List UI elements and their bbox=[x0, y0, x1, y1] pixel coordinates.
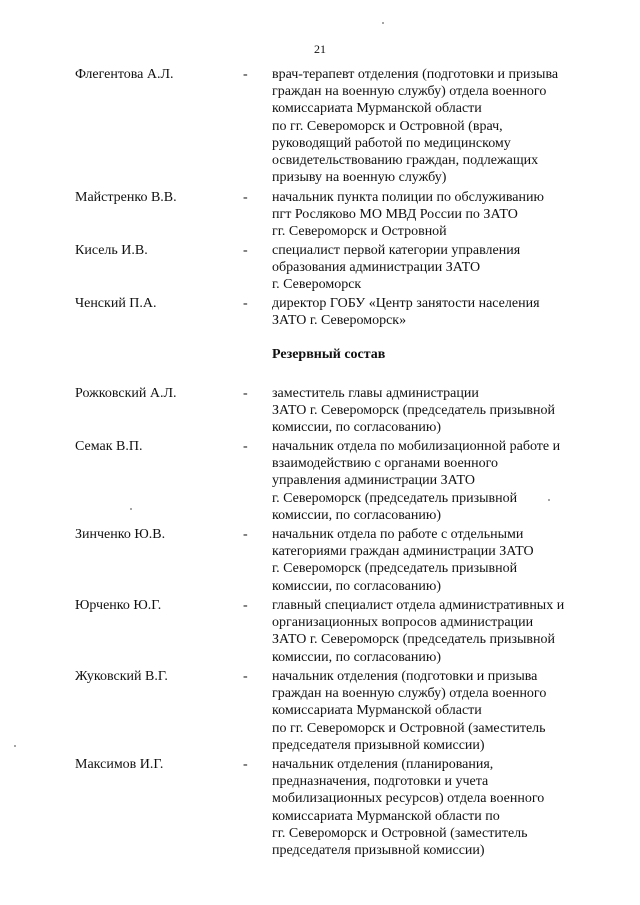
description-line: врач-терапевт отделения (подготовки и призыва bbox=[272, 67, 559, 82]
description-line: главный специалист отдела административных и bbox=[272, 598, 565, 613]
description-line: граждан на военную службу) отдела военного bbox=[272, 686, 547, 702]
member-description bbox=[272, 242, 602, 294]
description-line: по гг. Североморск и Островной (заместитель bbox=[272, 720, 546, 736]
dash-separator: - bbox=[243, 527, 248, 542]
description-line: мобилизационных ресурсов) отдела военного bbox=[272, 791, 545, 807]
dash-separator: - bbox=[243, 67, 248, 82]
member-description bbox=[272, 295, 602, 329]
member-name: Ченский П.А. bbox=[75, 296, 157, 311]
member-name: Жуковский В.Г. bbox=[75, 669, 168, 684]
description-line: предназначения, подготовки и учета bbox=[272, 774, 489, 790]
description-line: комиссии, по согласованию) bbox=[272, 507, 441, 523]
member-description bbox=[272, 668, 602, 754]
description-line: г. Североморск (председатель призывной bbox=[272, 561, 518, 577]
reserve-section-heading: Резервный состав bbox=[272, 347, 386, 362]
description-line: руководящий работой по медицинскому bbox=[272, 135, 511, 151]
member-description bbox=[272, 66, 602, 186]
description-line: комиссариата Мурманской области bbox=[272, 703, 482, 719]
description-line: образования администрации ЗАТО bbox=[272, 260, 481, 276]
dash-separator: - bbox=[243, 757, 248, 772]
dash-separator: - bbox=[243, 243, 248, 258]
description-line: начальник пункта полиции по обслуживанию bbox=[272, 190, 544, 205]
description-line: по гг. Североморск и Островной (врач, bbox=[272, 118, 503, 134]
description-line: начальник отдела по мобилизационной работе и bbox=[272, 439, 561, 454]
description-line: комиссии, по согласованию) bbox=[272, 420, 441, 436]
description-line: начальник отдела по работе с отдельными bbox=[272, 527, 524, 542]
dash-separator: - bbox=[243, 439, 248, 454]
member-description bbox=[272, 756, 602, 859]
description-line: управления администрации ЗАТО bbox=[272, 473, 475, 489]
description-line: председателя призывной комиссии) bbox=[272, 737, 485, 753]
dash-separator: - bbox=[243, 296, 248, 311]
description-line: г. Североморск bbox=[272, 277, 362, 293]
scan-speck bbox=[130, 508, 132, 510]
description-line: ЗАТО г. Североморск» bbox=[272, 313, 407, 329]
description-line: председателя призывной комиссии) bbox=[272, 843, 485, 859]
member-name: Семак В.П. bbox=[75, 439, 143, 454]
scan-speck bbox=[548, 499, 550, 501]
member-name: Рожковский А.Л. bbox=[75, 386, 177, 401]
member-name: Флегентова А.Л. bbox=[75, 67, 174, 82]
description-line: директор ГОБУ «Центр занятости населения bbox=[272, 296, 540, 311]
member-description bbox=[272, 526, 602, 595]
description-line: освидетельствованию граждан, подлежащих bbox=[272, 153, 539, 169]
member-name: Зинченко Ю.В. bbox=[75, 527, 166, 542]
member-description bbox=[272, 597, 602, 666]
member-name: Максимов И.Г. bbox=[75, 757, 164, 772]
description-line: комиссариата Мурманской области по bbox=[272, 808, 500, 824]
dash-separator: - bbox=[243, 190, 248, 205]
scan-speck bbox=[382, 22, 384, 24]
description-line: пгт Росляково МО МВД России по ЗАТО bbox=[272, 207, 518, 223]
dash-separator: - bbox=[243, 598, 248, 613]
member-description bbox=[272, 189, 602, 241]
description-line: комиссии, по согласованию) bbox=[272, 649, 441, 665]
description-line: призыву на военную службу) bbox=[272, 170, 447, 186]
member-description bbox=[272, 438, 602, 524]
description-line: специалист первой категории управления bbox=[272, 243, 521, 258]
description-line: категориями граждан администрации ЗАТО bbox=[272, 544, 534, 560]
member-description bbox=[272, 385, 602, 437]
description-line: ЗАТО г. Североморск (председатель призывной bbox=[272, 632, 556, 648]
page-number: 21 bbox=[314, 42, 326, 56]
description-line: гг. Североморск и Островной (заместитель bbox=[272, 825, 528, 841]
description-line: взаимодействию с органами военного bbox=[272, 456, 499, 472]
dash-separator: - bbox=[243, 386, 248, 401]
description-line: начальник отделения (планирования, bbox=[272, 757, 494, 772]
description-line: комиссии, по согласованию) bbox=[272, 578, 441, 594]
member-name: Майстренко В.В. bbox=[75, 190, 177, 205]
description-line: организационных вопросов администрации bbox=[272, 615, 534, 631]
description-line: гг. Североморск и Островной bbox=[272, 224, 447, 240]
dash-separator: - bbox=[243, 669, 248, 684]
description-line: начальник отделения (подготовки и призыва bbox=[272, 669, 538, 684]
description-line: граждан на военную службу) отдела военного bbox=[272, 84, 547, 100]
description-line: комиссариата Мурманской области bbox=[272, 101, 482, 117]
member-name: Юрченко Ю.Г. bbox=[75, 598, 162, 613]
description-line: г. Североморск (председатель призывной bbox=[272, 490, 518, 506]
member-name: Кисель И.В. bbox=[75, 243, 148, 258]
description-line: ЗАТО г. Североморск (председатель призывной bbox=[272, 403, 556, 419]
scan-speck bbox=[14, 745, 16, 747]
description-line: заместитель главы администрации bbox=[272, 386, 479, 401]
